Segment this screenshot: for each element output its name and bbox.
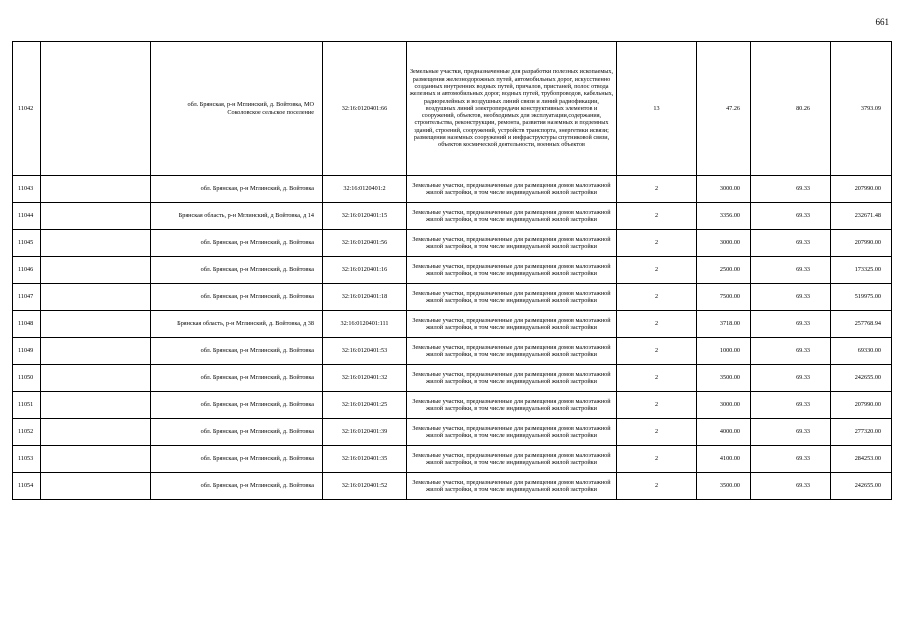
- land-use-cell: Земельные участки, предназначенные для размещения домов малоэтажной жилой застройки, в том числе индивидуальной жилой застройки: [407, 446, 617, 473]
- land-use-cell: Земельные участки, предназначенные для размещения домов малоэтажной жилой застройки, в том числе индивидуальной жилой застройки: [407, 311, 617, 338]
- land-use-cell: Земельные участки, предназначенные для разработки полезных ископаемых, размещения железнодорожных путей, автомобильных дорог, искусственно созданных внутренних водных путей, причалов, пристаней, полос отвода железных и автомобильных дорог, водных путей, трубопроводов, кабельных, радиорелейных и воздушных линий связи и линий радиофикации, воздушных линий электропередачи конструктивных элементов и сооружений, объектов, необходимых для эксплуатации,содержания, строительства, реконструкции, ремонта, развития наземных и подземных зданий, строений, сооружений, устройств транспорта, энергетики исвязи; размещения наземных сооружений и инфраструктуры спутниковой связи, объектов космической деятельности, военных объектов: [407, 42, 617, 176]
- address-cell: обл. Брянская, р-н Мглинский, д. Войтовка: [151, 284, 323, 311]
- area-cell: 2500.00: [697, 257, 751, 284]
- value-cell: 277320.00: [831, 419, 892, 446]
- area-cell: 4000.00: [697, 419, 751, 446]
- group-cell: 2: [617, 473, 697, 500]
- group-cell: 2: [617, 392, 697, 419]
- row-number: 11046: [13, 257, 41, 284]
- cadastral-number: 32:16:0120401:52: [323, 473, 407, 500]
- land-use-cell: Земельные участки, предназначенные для размещения домов малоэтажной жилой застройки, в том числе индивидуальной жилой застройки: [407, 392, 617, 419]
- table-row: [13, 392, 892, 419]
- address-cell: обл. Брянская, р-н Мглинский, д. Войтовка: [151, 230, 323, 257]
- rate-cell: 69.33: [751, 473, 831, 500]
- land-use-cell: Земельные участки, предназначенные для размещения домов малоэтажной жилой застройки, в том числе индивидуальной жилой застройки: [407, 365, 617, 392]
- blank-cell: [41, 284, 151, 311]
- address-cell: Брянская область, р-н Мглинский, д. Войтовка, д 38: [151, 311, 323, 338]
- table-row: [13, 311, 892, 338]
- area-cell: 1000.00: [697, 338, 751, 365]
- group-cell: 2: [617, 419, 697, 446]
- value-cell: 242655.00: [831, 365, 892, 392]
- address-cell: обл. Брянская, р-н Мглинский, д. Войтовка: [151, 392, 323, 419]
- table-row: [13, 338, 892, 365]
- cadastral-number: 32:16:0120401:25: [323, 392, 407, 419]
- cadastral-value-table: [12, 41, 892, 500]
- page-number: 661: [875, 17, 889, 27]
- blank-cell: [41, 311, 151, 338]
- group-cell: 2: [617, 365, 697, 392]
- area-cell: 4100.00: [697, 446, 751, 473]
- table-row: [13, 42, 892, 176]
- group-cell: 2: [617, 284, 697, 311]
- rate-cell: 69.33: [751, 230, 831, 257]
- row-number: 11054: [13, 473, 41, 500]
- value-cell: 69330.00: [831, 338, 892, 365]
- land-use-cell: Земельные участки, предназначенные для размещения домов малоэтажной жилой застройки, в том числе индивидуальной жилой застройки: [407, 230, 617, 257]
- land-use-cell: Земельные участки, предназначенные для размещения домов малоэтажной жилой застройки, в том числе индивидуальной жилой застройки: [407, 284, 617, 311]
- area-cell: 3000.00: [697, 230, 751, 257]
- value-cell: 3793.09: [831, 42, 892, 176]
- blank-cell: [41, 473, 151, 500]
- table-body: [13, 42, 892, 500]
- row-number: 11051: [13, 392, 41, 419]
- rate-cell: 69.33: [751, 311, 831, 338]
- blank-cell: [41, 257, 151, 284]
- cadastral-number: 32:16:0120401:66: [323, 42, 407, 176]
- rate-cell: 69.33: [751, 338, 831, 365]
- table-row: [13, 230, 892, 257]
- value-cell: 257768.94: [831, 311, 892, 338]
- address-cell: обл. Брянская, р-н Мглинский, д. Войтовка: [151, 257, 323, 284]
- cadastral-number: 32:16:0120401:39: [323, 419, 407, 446]
- group-cell: 2: [617, 203, 697, 230]
- area-cell: 3500.00: [697, 365, 751, 392]
- blank-cell: [41, 419, 151, 446]
- value-cell: 207990.00: [831, 230, 892, 257]
- rate-cell: 69.33: [751, 419, 831, 446]
- blank-cell: [41, 365, 151, 392]
- group-cell: 2: [617, 257, 697, 284]
- address-cell: обл. Брянская, р-н Мглинский, д. Войтовка: [151, 446, 323, 473]
- address-cell: обл. Брянская, р-н Мглинский, д. Войтовка: [151, 365, 323, 392]
- address-cell: Брянская область, р-н Мглинский, д Войтовка, д 14: [151, 203, 323, 230]
- cadastral-number: 32:16:0120401:2: [323, 176, 407, 203]
- area-cell: 3500.00: [697, 473, 751, 500]
- blank-cell: [41, 446, 151, 473]
- table-row: [13, 419, 892, 446]
- group-cell: 13: [617, 42, 697, 176]
- group-cell: 2: [617, 338, 697, 365]
- area-cell: 3000.00: [697, 392, 751, 419]
- group-cell: 2: [617, 176, 697, 203]
- area-cell: 3356.00: [697, 203, 751, 230]
- value-cell: 232671.48: [831, 203, 892, 230]
- address-cell: обл. Брянская, р-н Мглинский, д. Войтовка: [151, 419, 323, 446]
- value-cell: 207990.00: [831, 392, 892, 419]
- row-number: 11049: [13, 338, 41, 365]
- address-cell: обл. Брянская, р-н Мглинский, д. Войтовка: [151, 473, 323, 500]
- address-cell: обл. Брянская, р-н Мглинский, д. Войтовка: [151, 338, 323, 365]
- row-number: 11052: [13, 419, 41, 446]
- row-number: 11043: [13, 176, 41, 203]
- row-number: 11042: [13, 42, 41, 176]
- table-row: [13, 176, 892, 203]
- blank-cell: [41, 230, 151, 257]
- table-row: [13, 473, 892, 500]
- area-cell: 7500.00: [697, 284, 751, 311]
- cadastral-number: 32:16:0120401:35: [323, 446, 407, 473]
- rate-cell: 69.33: [751, 203, 831, 230]
- cadastral-number: 32:16:0120401:111: [323, 311, 407, 338]
- row-number: 11047: [13, 284, 41, 311]
- row-number: 11045: [13, 230, 41, 257]
- row-number: 11048: [13, 311, 41, 338]
- land-use-cell: Земельные участки, предназначенные для размещения домов малоэтажной жилой застройки, в том числе индивидуальной жилой застройки: [407, 203, 617, 230]
- area-cell: 47.26: [697, 42, 751, 176]
- value-cell: 284253.00: [831, 446, 892, 473]
- value-cell: 207990.00: [831, 176, 892, 203]
- land-use-cell: Земельные участки, предназначенные для размещения домов малоэтажной жилой застройки, в том числе индивидуальной жилой застройки: [407, 419, 617, 446]
- blank-cell: [41, 338, 151, 365]
- table-row: [13, 257, 892, 284]
- group-cell: 2: [617, 230, 697, 257]
- row-number: 11044: [13, 203, 41, 230]
- table-row: [13, 203, 892, 230]
- address-cell: обл. Брянская, р-н Мглинский, д. Войтовка, МО Соколовское сельское поселение: [151, 42, 323, 176]
- group-cell: 2: [617, 311, 697, 338]
- blank-cell: [41, 42, 151, 176]
- row-number: 11053: [13, 446, 41, 473]
- rate-cell: 69.33: [751, 365, 831, 392]
- land-use-cell: Земельные участки, предназначенные для размещения домов малоэтажной жилой застройки, в том числе индивидуальной жилой застройки: [407, 473, 617, 500]
- cadastral-number: 32:16:0120401:32: [323, 365, 407, 392]
- rate-cell: 69.33: [751, 176, 831, 203]
- blank-cell: [41, 392, 151, 419]
- address-cell: обл. Брянская, р-н Мглинский, д. Войтовка: [151, 176, 323, 203]
- value-cell: 173325.00: [831, 257, 892, 284]
- value-cell: 242655.00: [831, 473, 892, 500]
- rate-cell: 69.33: [751, 446, 831, 473]
- value-cell: 519975.00: [831, 284, 892, 311]
- cadastral-number: 32:16:0120401:53: [323, 338, 407, 365]
- row-number: 11050: [13, 365, 41, 392]
- area-cell: 3000.00: [697, 176, 751, 203]
- cadastral-number: 32:16:0120401:16: [323, 257, 407, 284]
- blank-cell: [41, 203, 151, 230]
- land-use-cell: Земельные участки, предназначенные для размещения домов малоэтажной жилой застройки, в том числе индивидуальной жилой застройки: [407, 257, 617, 284]
- group-cell: 2: [617, 446, 697, 473]
- land-use-cell: Земельные участки, предназначенные для размещения домов малоэтажной жилой застройки, в том числе индивидуальной жилой застройки: [407, 176, 617, 203]
- cadastral-number: 32:16:0120401:56: [323, 230, 407, 257]
- cadastral-number: 32:16:0120401:18: [323, 284, 407, 311]
- rate-cell: 69.33: [751, 284, 831, 311]
- table-row: [13, 365, 892, 392]
- table-row: [13, 446, 892, 473]
- cadastral-number: 32:16:0120401:15: [323, 203, 407, 230]
- rate-cell: 80.26: [751, 42, 831, 176]
- blank-cell: [41, 176, 151, 203]
- area-cell: 3718.00: [697, 311, 751, 338]
- rate-cell: 69.33: [751, 392, 831, 419]
- land-use-cell: Земельные участки, предназначенные для размещения домов малоэтажной жилой застройки, в том числе индивидуальной жилой застройки: [407, 338, 617, 365]
- rate-cell: 69.33: [751, 257, 831, 284]
- table-row: [13, 284, 892, 311]
